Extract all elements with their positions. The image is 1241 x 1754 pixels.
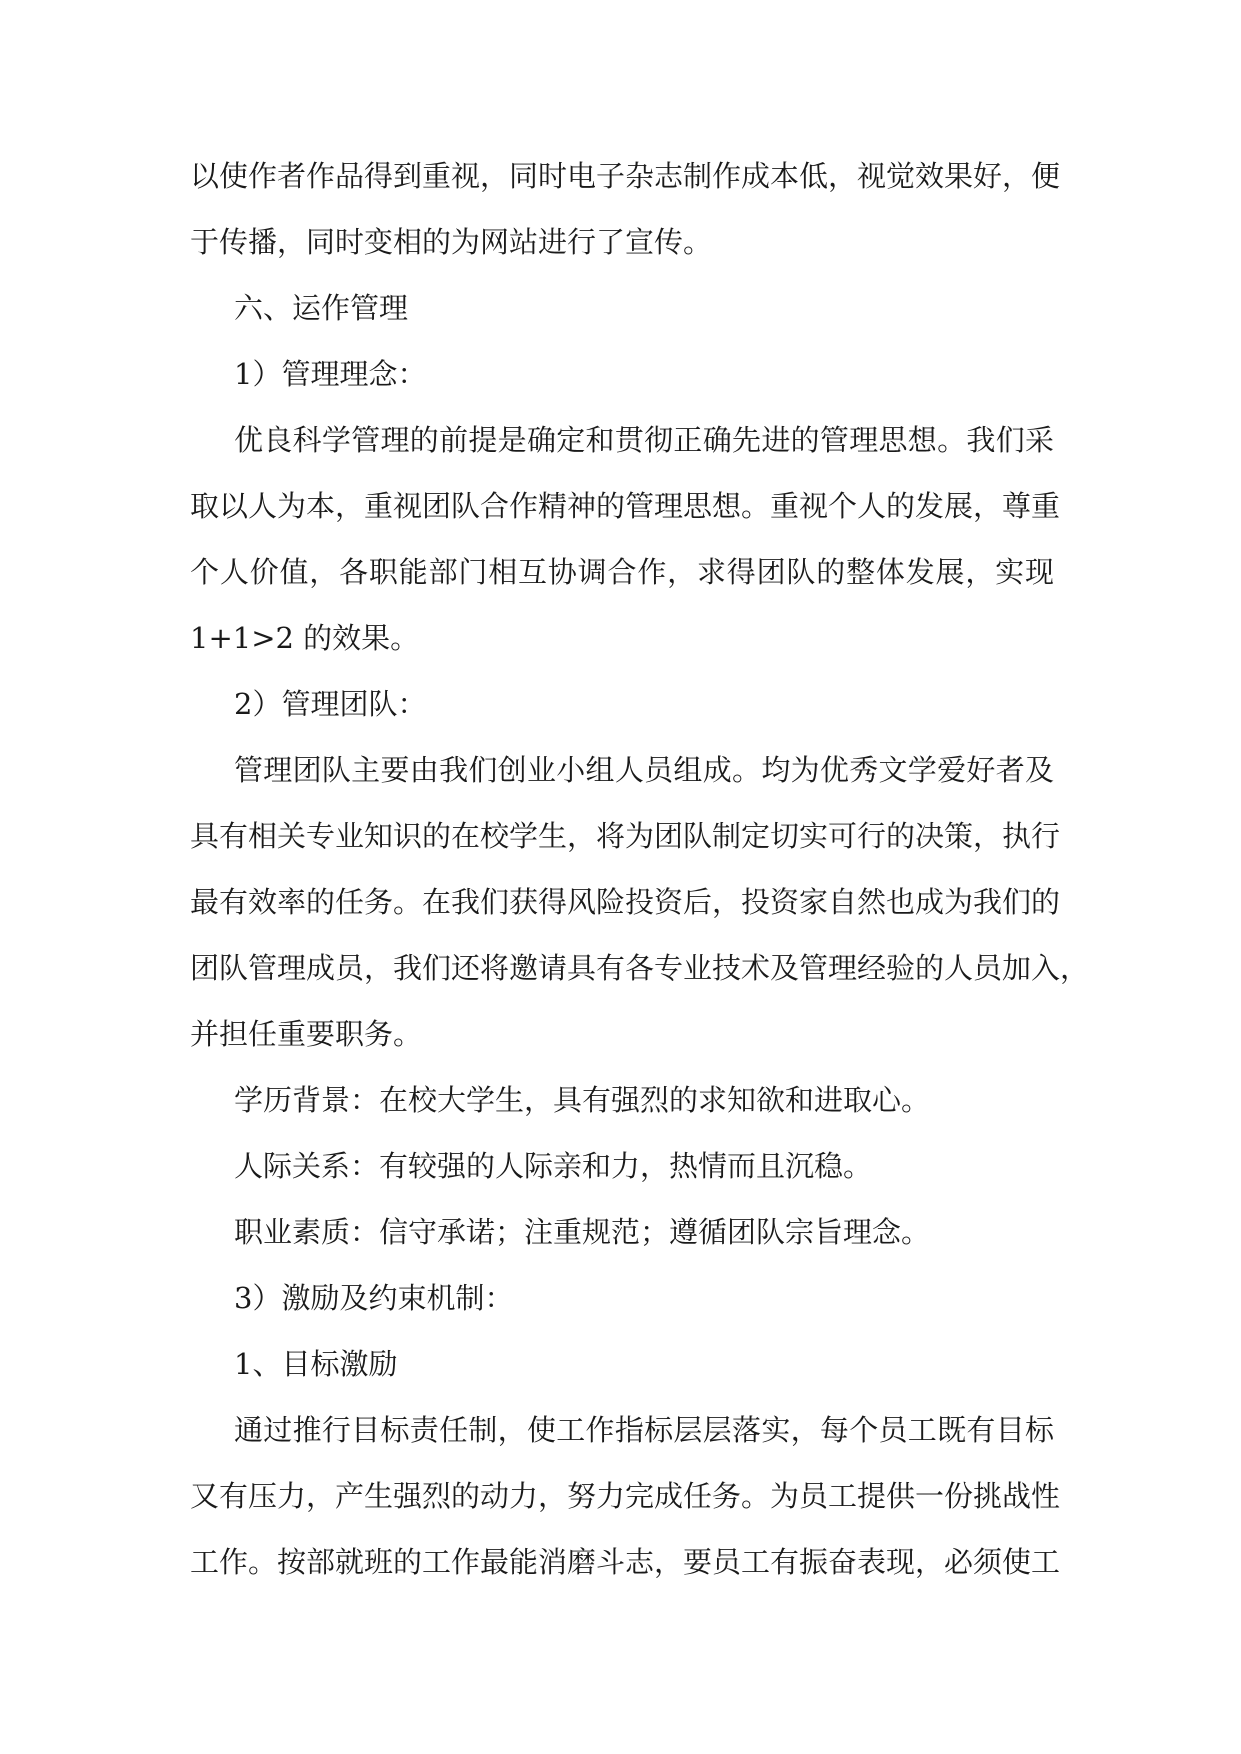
text-line: 管理团队主要由我们创业小组人员组成。均为优秀文学爱好者及 [234, 753, 1054, 787]
text-line: 六、运作管理 [234, 291, 409, 325]
text-line: 工作。按部就班的工作最能消磨斗志，要员工有振奋表现，必须使工 [190, 1545, 1061, 1579]
text-line: 职业素质：信守承诺；注重规范；遵循团队宗旨理念。 [234, 1215, 931, 1249]
subheading [190, 1278, 1054, 1319]
text-line: 1+1>2 的效果。 [190, 621, 420, 655]
paragraph [190, 750, 1090, 1055]
text-line: 1）管理理念： [234, 357, 427, 391]
text-line: 通过推行目标责任制，使工作指标层层落实，每个员工既有目标 [234, 1413, 1054, 1447]
paragraph [190, 156, 1061, 263]
text-line: 2）管理团队： [234, 687, 427, 721]
paragraph [190, 1080, 1054, 1121]
text-line: 优良科学管理的前提是确定和贯彻正确先进的管理思想。我们采 [234, 423, 1054, 457]
text-line: 1、目标激励 [234, 1347, 398, 1381]
text-line: 个人价值，各职能部门相互协调合作，求得团队的整体发展，实现 [190, 555, 1054, 589]
text-line: 具有相关专业知识的在校学生，将为团队制定切实可行的决策，执行 [190, 819, 1061, 853]
text-line: 人际关系：有较强的人际亲和力，热情而且沉稳。 [234, 1149, 873, 1183]
text-line: 团队管理成员，我们还将邀请具有各专业技术及管理经验的人员加入， [190, 951, 1090, 985]
text-line: 于传播，同时变相的为网站进行了宣传。 [190, 225, 713, 259]
text-line: 最有效率的任务。在我们获得风险投资后，投资家自然也成为我们的 [190, 885, 1061, 919]
document-body [190, 156, 1090, 1583]
text-line: 以使作者作品得到重视，同时电子杂志制作成本低，视觉效果好，便 [190, 159, 1061, 193]
subheading [190, 354, 1054, 395]
paragraph [190, 1146, 1054, 1187]
section-heading [190, 288, 1054, 329]
paragraph [190, 1212, 1054, 1253]
text-line: 学历背景：在校大学生，具有强烈的求知欲和进取心。 [234, 1083, 931, 1117]
subheading [190, 684, 1054, 725]
text-line: 并担任重要职务。 [190, 1017, 423, 1051]
subheading [190, 1344, 1054, 1385]
paragraph [190, 1410, 1061, 1583]
paragraph [190, 420, 1061, 659]
text-line: 又有压力，产生强烈的动力，努力完成任务。为员工提供一份挑战性 [190, 1479, 1061, 1513]
text-line: 3）激励及约束机制： [234, 1281, 514, 1315]
text-line: 取以人为本，重视团队合作精神的管理思想。重视个人的发展，尊重 [190, 489, 1061, 523]
